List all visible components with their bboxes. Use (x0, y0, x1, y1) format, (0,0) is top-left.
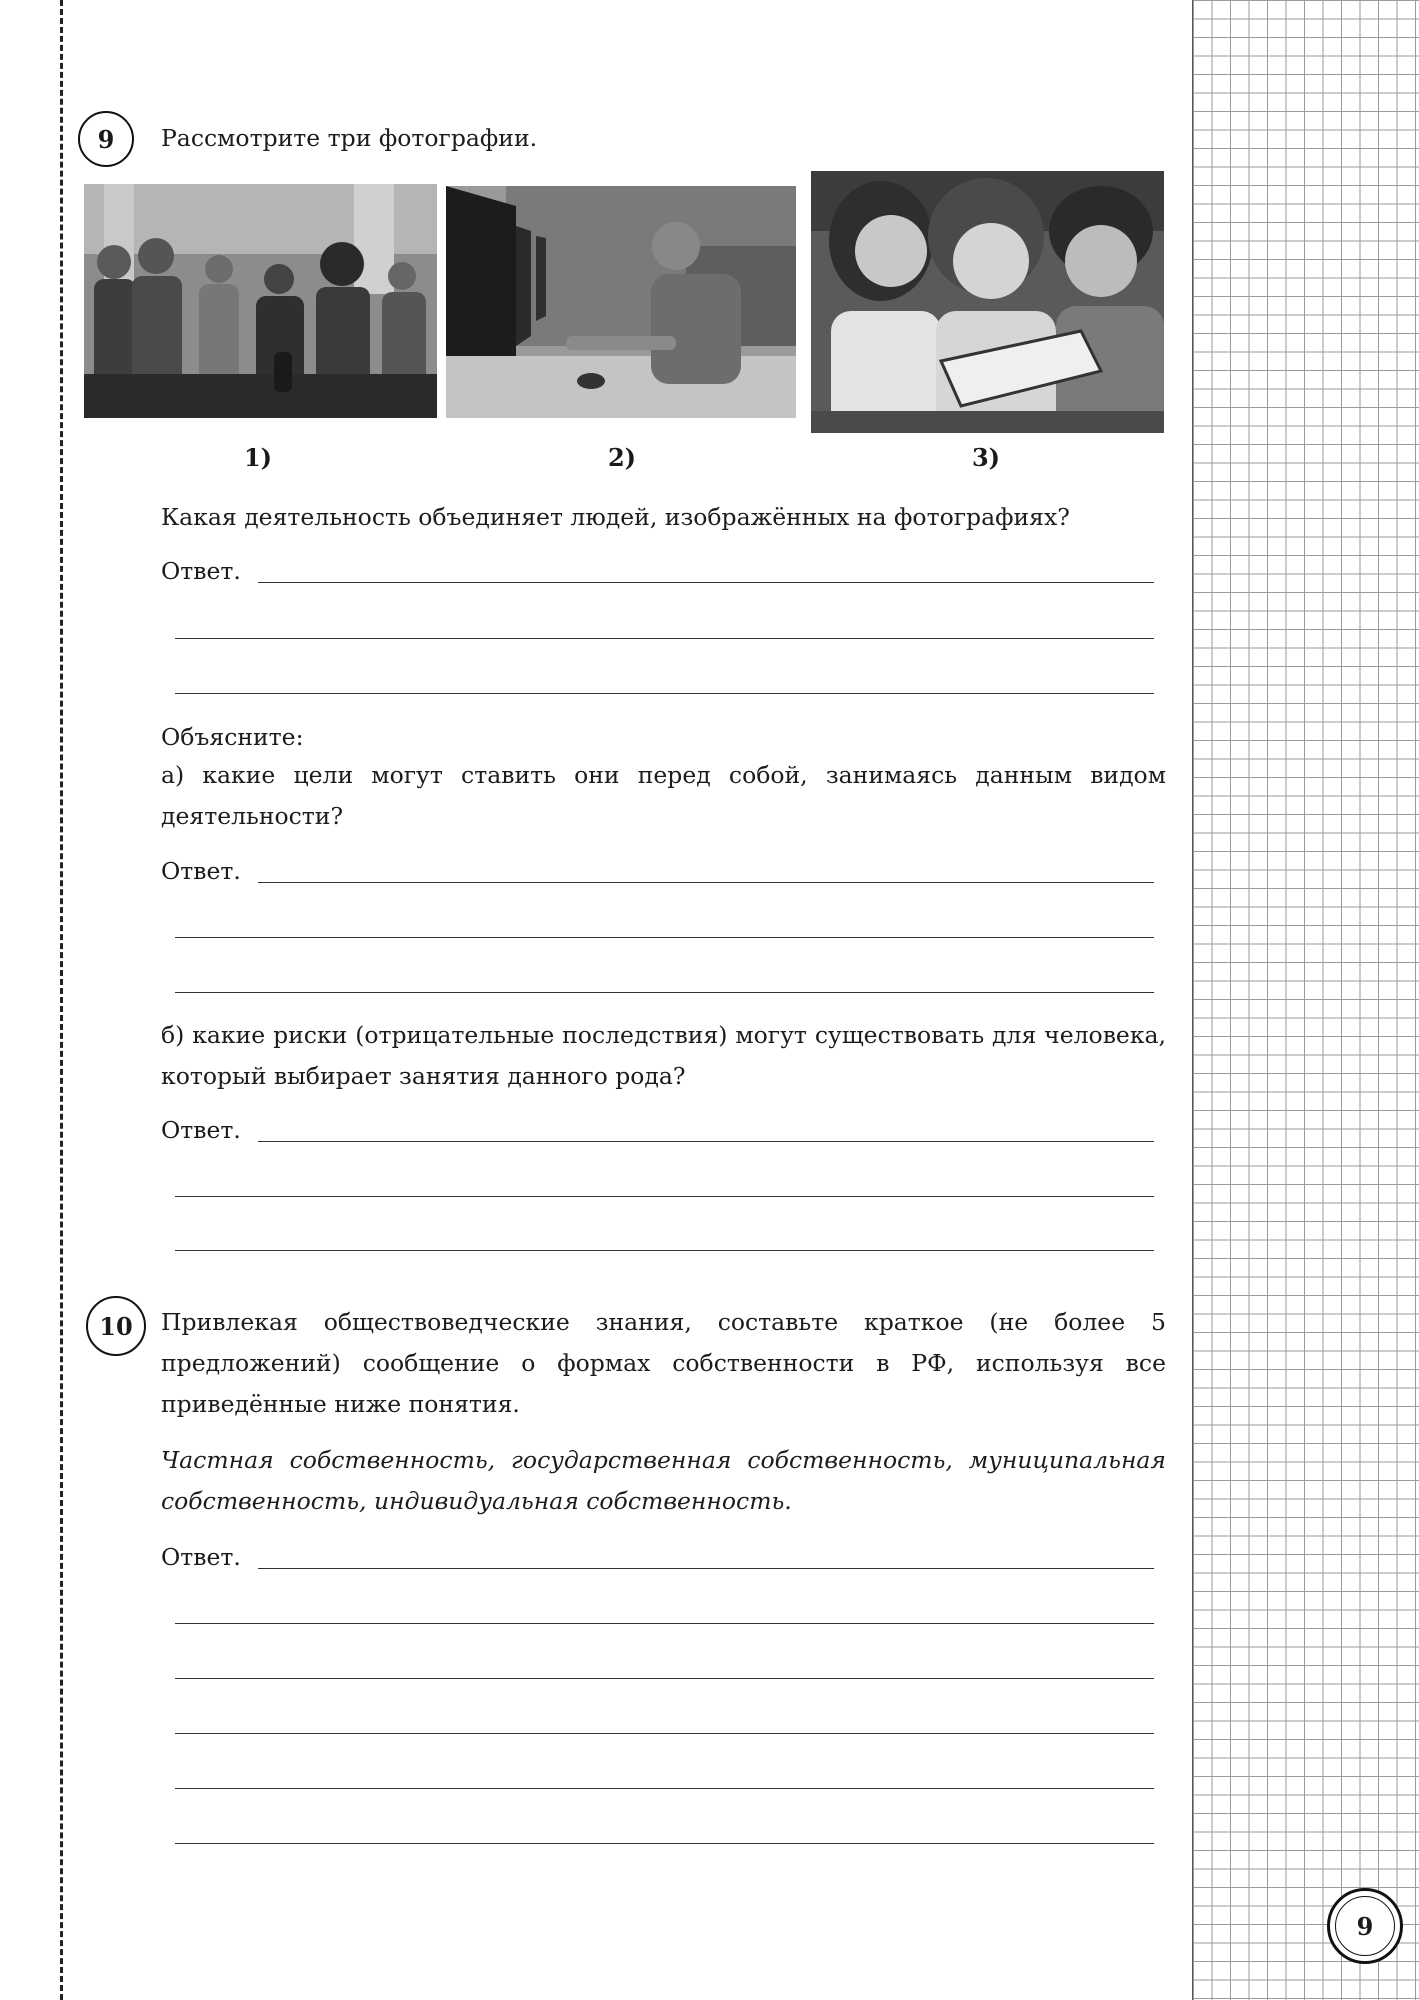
answer-line-9b-3[interactable] (175, 1250, 1154, 1251)
cut-line (60, 0, 63, 2000)
question-9-intro: Рассмотрите три фотографии. (161, 124, 538, 152)
question-9-explain-label: Объясните: (161, 723, 304, 751)
photo-3 (811, 171, 1164, 433)
answer-line-10-1[interactable] (258, 1568, 1154, 1569)
question-10-number: 10 (86, 1296, 146, 1356)
answer-line-10-4[interactable] (175, 1733, 1154, 1734)
question-10-text: Привлекая обществоведческие знания, составьте краткое (не более 5 предложений) сообщение о формах собственности в РФ, используя все приведённые ниже понятия. (161, 1308, 1166, 1418)
answer-label-9-main: Ответ. (161, 557, 241, 585)
photo-1-caption: 1) (243, 443, 273, 472)
answer-line-10-6[interactable] (175, 1843, 1154, 1844)
answer-label-9b: Ответ. (161, 1116, 241, 1144)
question-9-main: Какая деятельность объединяет людей, изображённых на фотографиях? (161, 503, 1070, 531)
photo-3-caption: 3) (971, 443, 1001, 472)
grid-margin (1192, 0, 1419, 2000)
answer-line-9-main-2[interactable] (175, 638, 1154, 639)
answer-line-9a-3[interactable] (175, 992, 1154, 993)
page-number: 9 (1335, 1896, 1395, 1956)
answer-line-10-2[interactable] (175, 1623, 1154, 1624)
photo-1-image (84, 184, 437, 418)
question-9-part-a: а) какие цели могут ставить они перед собой, занимаясь данным видом деятельности? (161, 761, 1166, 830)
question-10-concepts: Частная собственность, государственная собственность, муниципальная собственность, индивидуальная собственность. (161, 1446, 1166, 1515)
question-9-number: 9 (78, 111, 134, 167)
photo-2 (446, 186, 796, 418)
answer-line-10-5[interactable] (175, 1788, 1154, 1789)
photo-2-caption: 2) (607, 443, 637, 472)
answer-line-9-main-1[interactable] (258, 582, 1154, 583)
photo-3-image (811, 171, 1164, 433)
answer-line-10-3[interactable] (175, 1678, 1154, 1679)
answer-line-9-main-3[interactable] (175, 693, 1154, 694)
photo-2-image (446, 186, 796, 418)
answer-label-10: Ответ. (161, 1543, 241, 1571)
photo-1 (84, 184, 437, 418)
answer-line-9a-1[interactable] (258, 882, 1154, 883)
question-9-part-b: б) какие риски (отрицательные последствия) могут существовать для человека, который выбирает занятия данного рода? (161, 1021, 1166, 1090)
answer-line-9b-2[interactable] (175, 1196, 1154, 1197)
answer-label-9a: Ответ. (161, 857, 241, 885)
answer-line-9a-2[interactable] (175, 937, 1154, 938)
answer-line-9b-1[interactable] (258, 1141, 1154, 1142)
page-number-badge (1327, 1888, 1403, 1964)
